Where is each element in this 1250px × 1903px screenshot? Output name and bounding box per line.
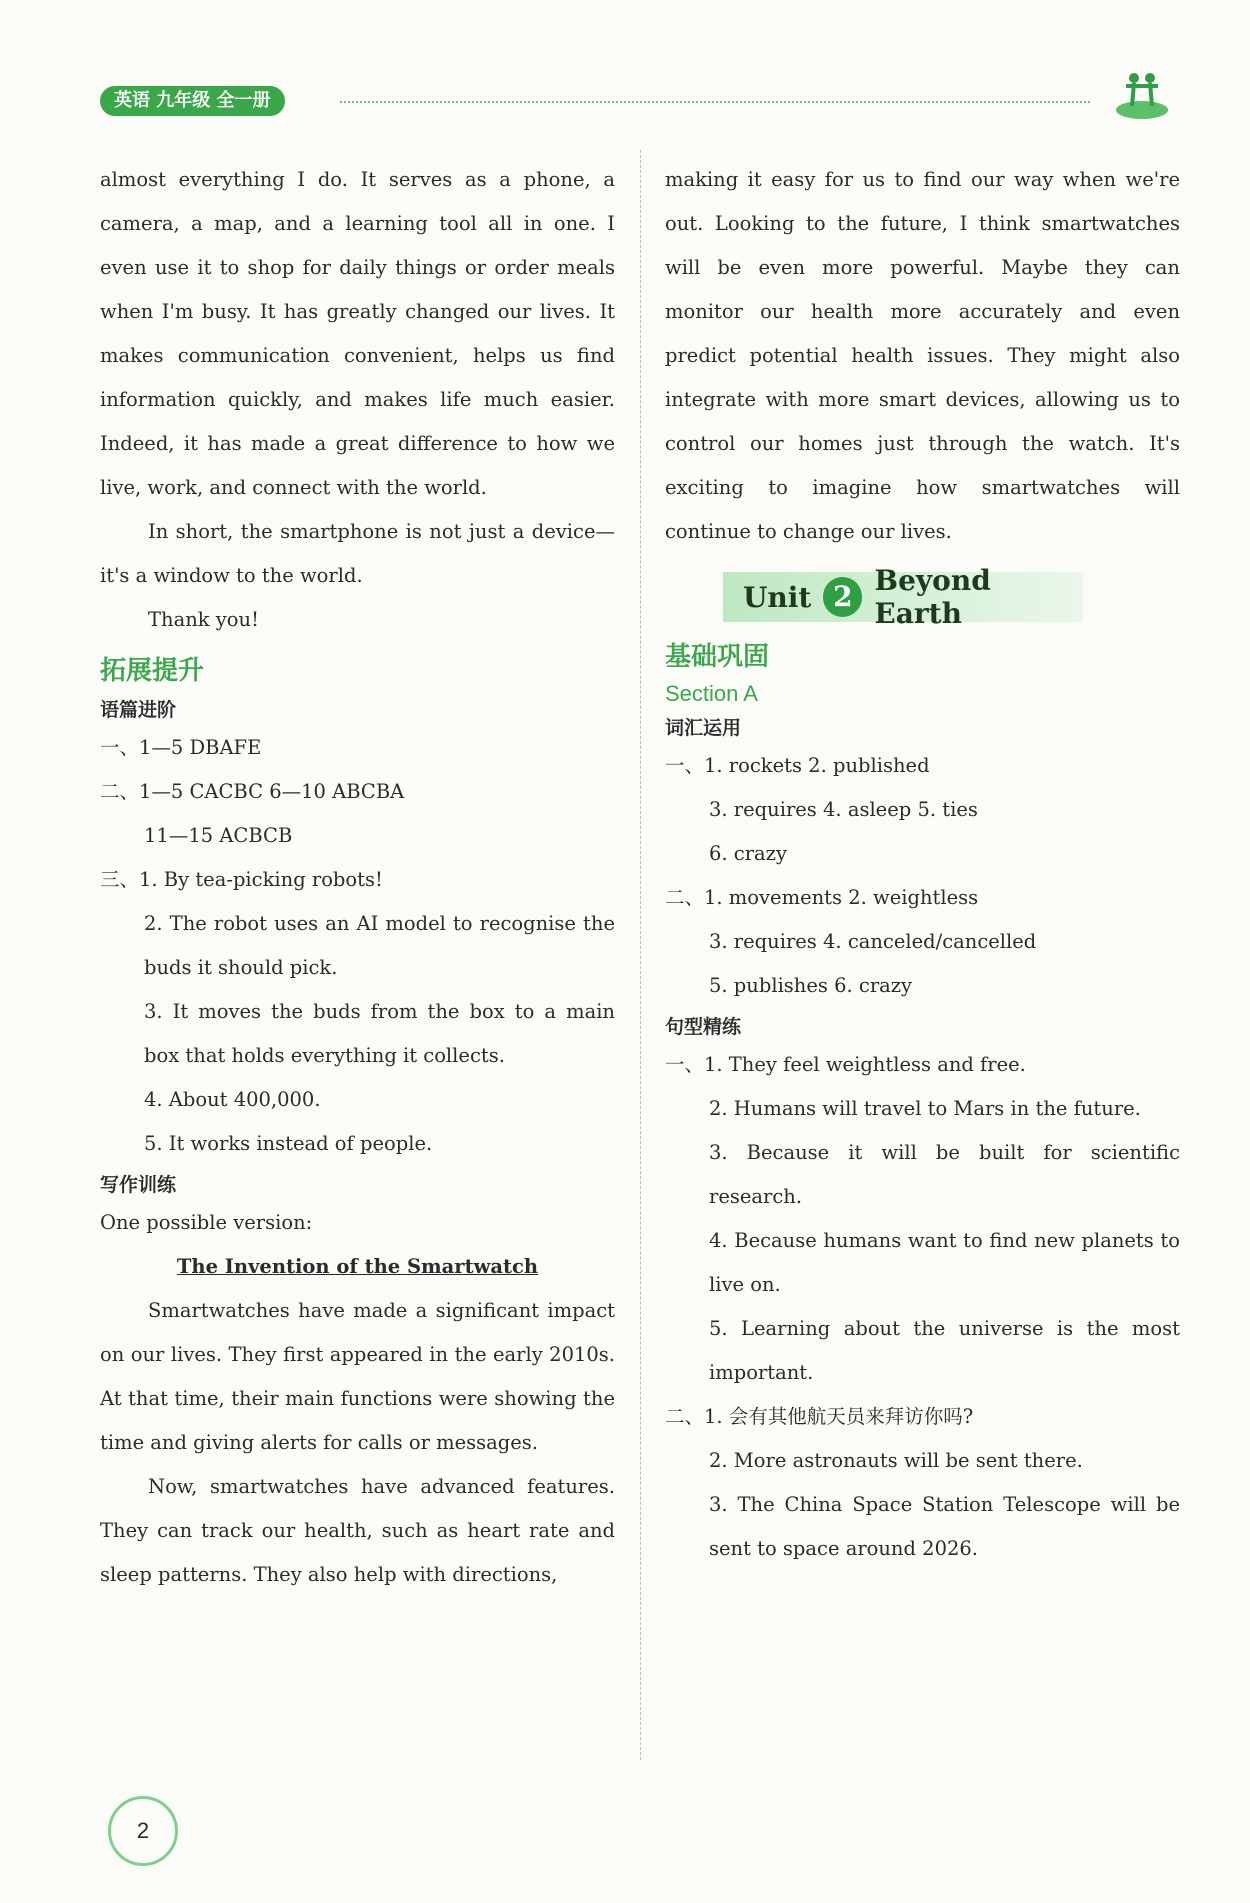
essay-title: The Invention of the Smartwatch: [176, 1255, 539, 1278]
answer: 5. publishes 6. crazy: [709, 974, 913, 997]
section-heading: 基础巩固: [665, 642, 770, 672]
unit-number: 2: [823, 577, 862, 617]
subsection-heading: 写作训练: [100, 1174, 177, 1196]
answer: 二、1—5 CACBC 6—10 ABCBA: [100, 780, 405, 803]
answer: 3. requires 4. asleep 5. ties: [709, 798, 978, 821]
unit-title: Beyond Earth: [874, 564, 991, 630]
page-header: [100, 86, 1170, 126]
subsection-heading: 句型精练: [665, 1016, 742, 1038]
answer: 二、1. 会有其他航天员来拜访你吗?: [665, 1405, 974, 1428]
book-tag: 英语 九年级 全一册: [100, 86, 285, 116]
paragraph: In short, the smartphone is not just a device—it's a window to the world.: [100, 520, 615, 587]
answer: 11—15 ACBCB: [144, 824, 293, 847]
answer: 2. More astronauts will be sent there.: [709, 1449, 1083, 1472]
answer: 一、1. rockets 2. published: [665, 754, 930, 777]
header-rule: [340, 101, 1090, 103]
subsection-heading: 词汇运用: [665, 717, 742, 739]
subsection-heading: 语篇进阶: [100, 699, 177, 721]
section-heading: 拓展提升: [100, 656, 205, 686]
answer: 4. About 400,000.: [144, 1088, 321, 1111]
answer: 3. requires 4. canceled/cancelled: [709, 930, 1037, 953]
answer: 3. Because it will be built for scientific research.: [709, 1141, 1180, 1208]
paragraph: Smartwatches have made a significant impact on our lives. They first appeared in the early 2010s. At that time, their main functions were showing the time and giving alerts for calls or messages.: [100, 1299, 615, 1454]
section-label: Section A: [665, 681, 758, 706]
answer: 2. Humans will travel to Mars in the future.: [709, 1097, 1141, 1120]
answer: 三、1. By tea-picking robots!: [100, 868, 383, 891]
answer: 3. The China Space Station Telescope will be sent to space around 2026.: [709, 1493, 1180, 1560]
left-column: [100, 158, 615, 1597]
closing: Thank you!: [148, 608, 259, 631]
figures-logo-icon: [1114, 68, 1170, 120]
answer: 5. Learning about the universe is the most important.: [709, 1317, 1180, 1384]
answer: 二、1. movements 2. weightless: [665, 886, 979, 909]
answer: 2. The robot uses an AI model to recognise the buds it should pick.: [144, 912, 615, 979]
unit-banner: [723, 564, 1083, 630]
answer: 一、1. They feel weightless and free.: [665, 1053, 1026, 1076]
paragraph: making it easy for us to find our way when we're out. Looking to the future, I think smartwatches will be even more powerful. Maybe they can monitor our health more accurately and even predict potential health issues. They might also integrate with more smart devices, allowing us to control our homes just through the watch. It's exciting to imagine how smartwatches will continue to change our lives.: [665, 168, 1180, 543]
right-column: [665, 158, 1180, 1571]
answer: 4. Because humans want to find new planets to live on.: [709, 1229, 1180, 1296]
answer: 一、1—5 DBAFE: [100, 736, 262, 759]
column-divider: [640, 150, 641, 1760]
paragraph: almost everything I do. It serves as a phone, a camera, a map, and a learning tool all in one. I even use it to shop for daily things or order meals when I'm busy. It has greatly changed our lives. It makes communication convenient, helps us find information quickly, and makes life much easier. Indeed, it has made a great difference to how we live, work, and connect with the world.: [100, 168, 615, 499]
page-number: 2: [108, 1796, 178, 1866]
answer: 6. crazy: [709, 842, 787, 865]
note: One possible version:: [100, 1211, 313, 1234]
paragraph: Now, smartwatches have advanced features. They can track our health, such as heart rate and sleep patterns. They also help with directions,: [100, 1475, 615, 1586]
answer: 5. It works instead of people.: [144, 1132, 433, 1155]
answer: 3. It moves the buds from the box to a main box that holds everything it collects.: [144, 1000, 615, 1067]
unit-label: Unit: [743, 580, 812, 614]
